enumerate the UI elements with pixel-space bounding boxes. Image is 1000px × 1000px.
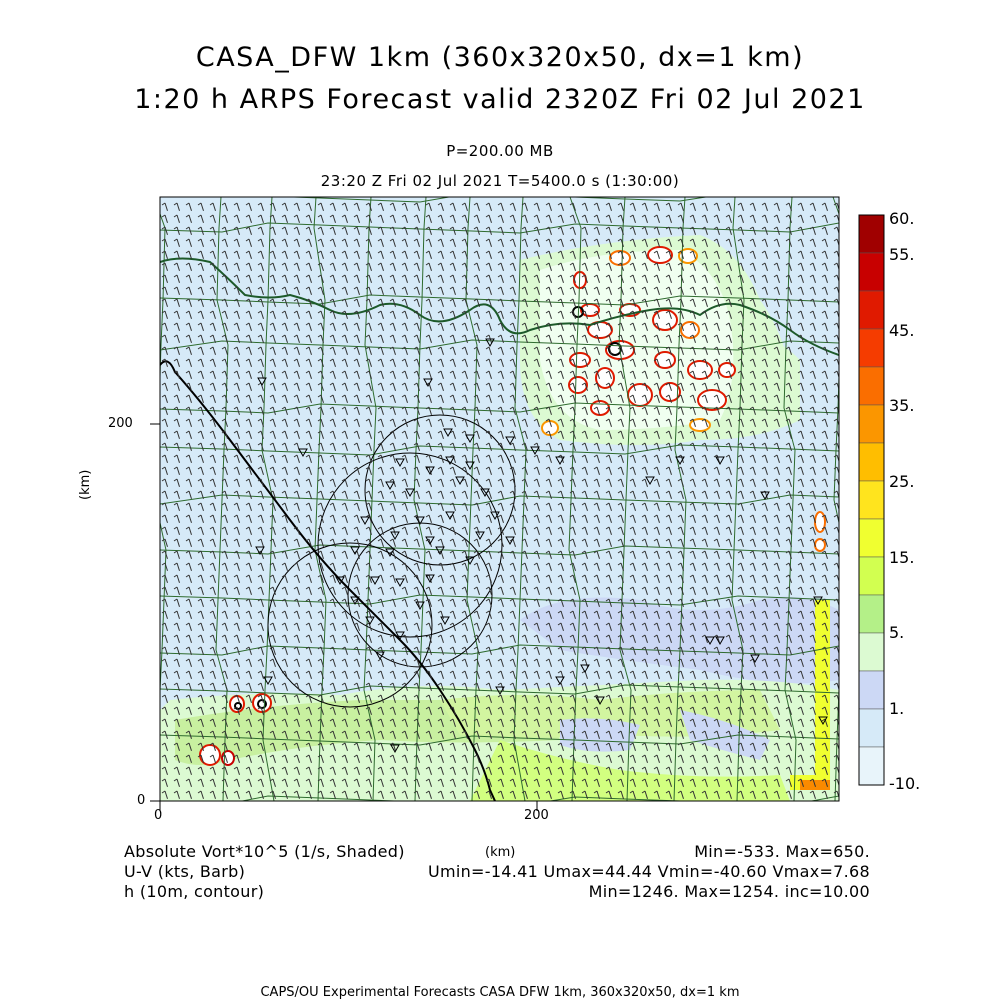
x-tick-200: 200 xyxy=(524,808,549,823)
colorbar-label-minus10: -10. xyxy=(889,774,921,793)
footer-stats-vorticity: Min=-533. Max=650. xyxy=(694,842,870,861)
colorbar-swatch xyxy=(859,519,884,557)
colorbar-label-15: 15. xyxy=(889,548,915,567)
colorbar-swatch xyxy=(859,481,884,519)
colorbar-label-5: 5. xyxy=(889,623,905,642)
colorbar-swatch xyxy=(859,709,884,747)
colorbar-swatch xyxy=(859,595,884,633)
colorbar-swatch xyxy=(859,367,884,405)
title-line-2: 1:20 h ARPS Forecast valid 2320Z Fri 02 Jul 2021 xyxy=(134,84,866,115)
footer-credit: CAPS/OU Experimental Forecasts CASA DFW 1km, 360x320x50, dx=1 km xyxy=(260,985,740,1000)
footer-stats-wind: Umin=-14.41 Umax=44.44 Vmin=-40.60 Vmax=7.68 xyxy=(427,862,870,881)
colorbar xyxy=(859,215,884,785)
pressure-label: P=200.00 MB xyxy=(446,142,554,160)
colorbar-swatch xyxy=(859,405,884,443)
title-line-1: CASA_DFW 1km (360x320x50, dx=1 km) xyxy=(195,42,805,73)
footer-var-wind: U-V (kts, Barb) xyxy=(124,862,246,881)
colorbar-label-25: 25. xyxy=(889,472,915,491)
colorbar-label-1: 1. xyxy=(889,699,905,718)
x-tick-0: 0 xyxy=(154,808,163,823)
colorbar-label-55: 55. xyxy=(889,245,915,264)
colorbar-label-60: 60. xyxy=(889,209,915,228)
y-tick-0: 0 xyxy=(137,793,146,808)
y-axis-label: (km) xyxy=(78,469,93,500)
colorbar-swatch xyxy=(859,291,884,329)
valid-time-label: 23:20 Z Fri 02 Jul 2021 T=5400.0 s (1:30:00) xyxy=(320,172,680,190)
colorbar-swatch xyxy=(859,443,884,481)
footer-var-vorticity: Absolute Vort*10^5 (1/s, Shaded) xyxy=(124,842,405,861)
x-axis-label: (km) xyxy=(485,845,516,860)
colorbar-swatch xyxy=(859,253,884,291)
footer-stats-height: Min=1246. Max=1254. inc=10.00 xyxy=(588,882,870,901)
colorbar-swatch xyxy=(859,747,884,785)
colorbar-swatch xyxy=(859,633,884,671)
colorbar-label-35: 35. xyxy=(889,396,915,415)
colorbar-swatch xyxy=(859,329,884,367)
footer-var-height: h (10m, contour) xyxy=(124,882,265,901)
y-tick-200: 200 xyxy=(108,416,133,431)
colorbar-label-45: 45. xyxy=(889,321,915,340)
colorbar-swatch xyxy=(859,215,884,253)
colorbar-swatch xyxy=(859,557,884,595)
colorbar-swatch xyxy=(859,671,884,709)
